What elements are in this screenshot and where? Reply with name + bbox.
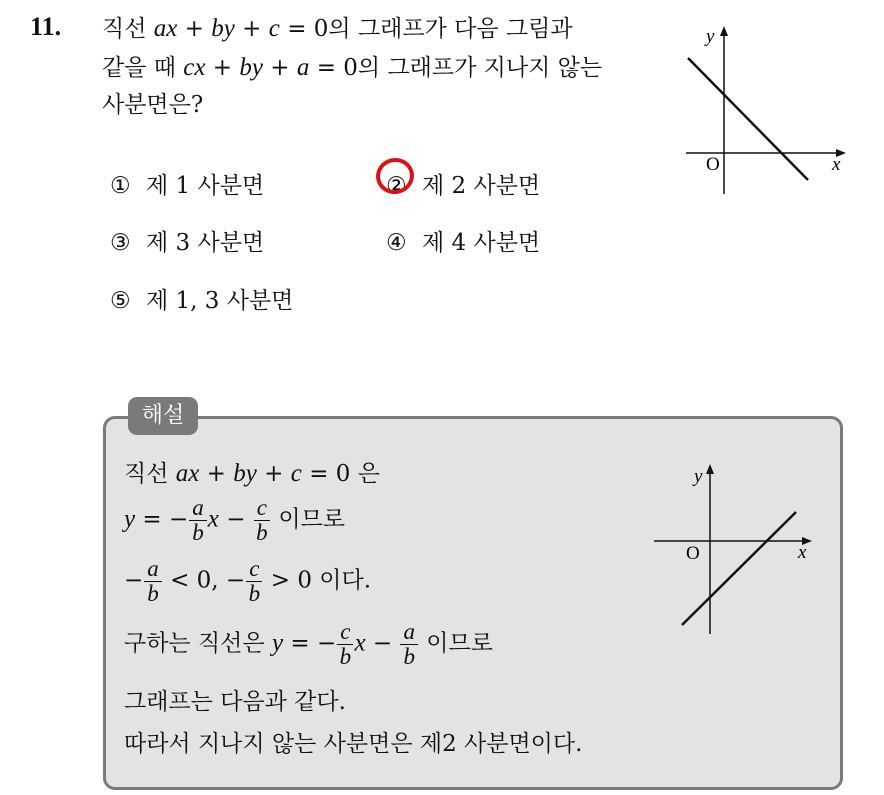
fraction-a-over-b: $\frac{a}{b}$ bbox=[189, 496, 207, 545]
explanation-line-2: y = − $\frac{a}{b}$ x − $\frac{c}{b}$ 이므로 bbox=[124, 495, 345, 545]
question-line-2: 같을 때 cx + by + a = 0의 그래프가 지나지 않는 bbox=[102, 54, 603, 81]
origin-label: O bbox=[706, 154, 720, 175]
origin-label: O bbox=[686, 543, 700, 564]
y-axis-label: y bbox=[694, 466, 703, 487]
fraction-c-over-b: $\frac{c}{b}$ bbox=[337, 620, 353, 669]
option-3[interactable]: ③ 제 3 사분면 bbox=[110, 230, 265, 256]
option-5[interactable]: ⑤ 제 1, 3 사분면 bbox=[110, 288, 294, 314]
explanation-graph bbox=[648, 458, 828, 640]
explanation-line-6: 따라서 지나지 않는 사분면은 제2 사분면이다. bbox=[124, 731, 583, 757]
option-2[interactable]: ② 제 2 사분면 bbox=[386, 173, 541, 199]
question-line-3: 사분면은? bbox=[102, 92, 204, 118]
question-graph bbox=[676, 22, 856, 202]
explanation-tag: 해설 bbox=[128, 397, 198, 435]
fraction-c-over-b: $\frac{c}{b}$ bbox=[254, 496, 270, 545]
question-line-1: 직선 ax + by + c = 0의 그래프가 다음 그림과 bbox=[102, 15, 573, 42]
explanation-line-5: 그래프는 다음과 같다. bbox=[124, 689, 346, 715]
fraction-a-over-b: $\frac{a}{b}$ bbox=[400, 620, 418, 669]
explanation-line-4: 구하는 직선은 y = − $\frac{c}{b}$ x − $\frac{a}{b}$ 이므로 bbox=[124, 619, 493, 669]
explanation-line-3: − $\frac{a}{b}$ < 0, − $\frac{c}{b}$ > 0 이다. bbox=[124, 556, 372, 606]
y-axis-label: y bbox=[706, 26, 715, 47]
option-4[interactable]: ④ 제 4 사분면 bbox=[386, 230, 541, 256]
option-1[interactable]: ① 제 1 사분면 bbox=[110, 173, 265, 199]
fraction-a-over-b: $\frac{a}{b}$ bbox=[144, 557, 162, 606]
explanation-graph-line bbox=[682, 512, 796, 625]
x-axis-label: x bbox=[798, 542, 807, 563]
explanation-line-1: 직선 ax + by + c = 0 은 bbox=[124, 460, 380, 487]
x-axis-label: x bbox=[832, 154, 841, 175]
question-number: 11. bbox=[30, 12, 62, 41]
fraction-c-over-b: $\frac{c}{b}$ bbox=[246, 557, 262, 606]
